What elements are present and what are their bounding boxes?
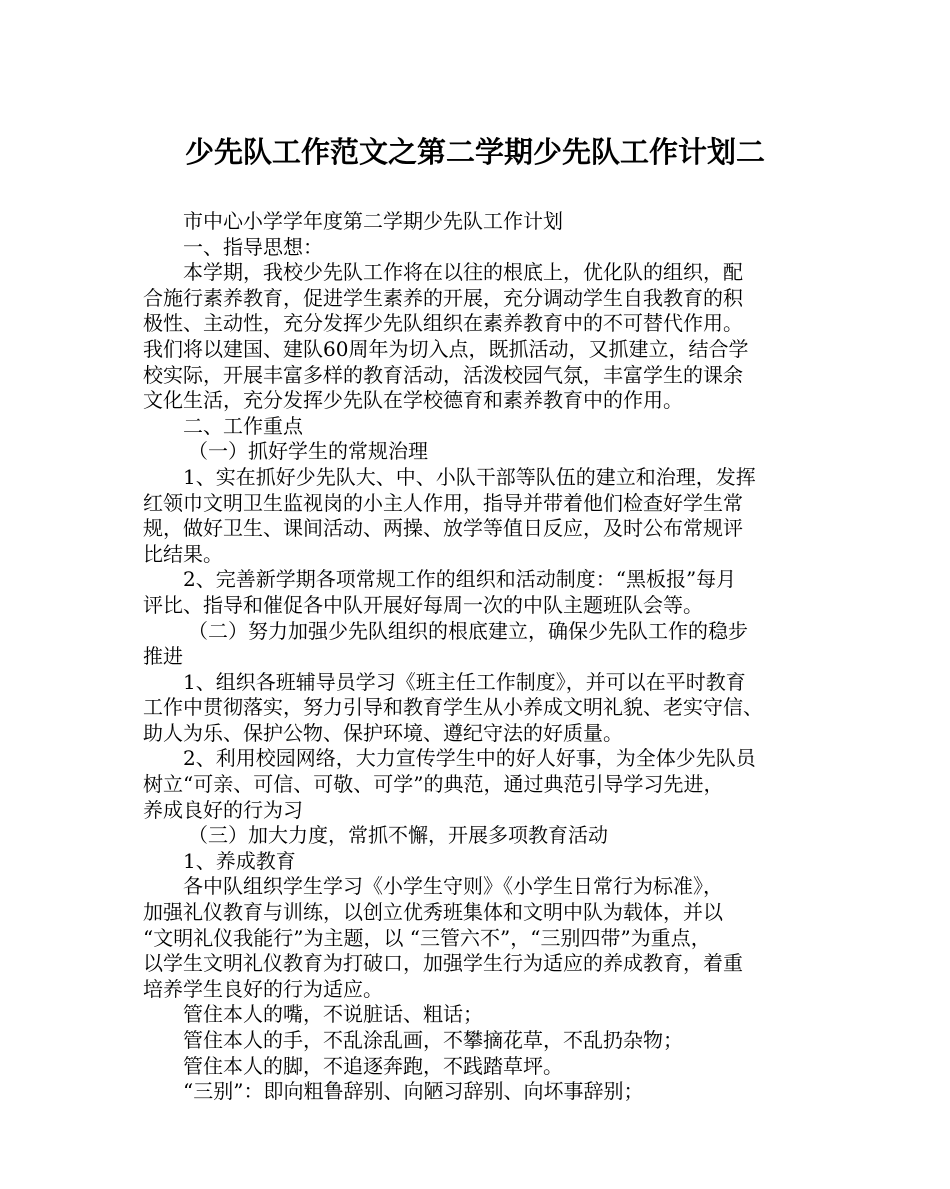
body-line: 管住本人的嘴，不说脏话、粗话； (183, 1002, 483, 1027)
body-line: （三）加大力度，常抓不懈，开展多项教育活动 (188, 823, 608, 848)
body-line: 2、利用校园网络，大力宣传学生中的好人好事，为全体少先队员 (183, 746, 756, 771)
body-line: “文明礼仪我能行”为主题，以 “三管六不”，“三别四带”为重点， (143, 925, 711, 950)
body-line: 1、实在抓好少先队大、中、小队干部等队伍的建立和治理，发挥 (183, 464, 756, 489)
document-title: 少先队工作范文之第二学期少先队工作计划二 (184, 135, 765, 169)
body-line: 树立“可亲、可信、可敬、可学”的典范，通过典范引导学习先进， (143, 772, 724, 797)
body-line: 培养学生良好的行为适应。 (143, 976, 383, 1001)
body-line: 极性、主动性，充分发挥少先队组织在素养教育中的不可替代作用。 (143, 311, 743, 336)
body-line: 2、完善新学期各项常规工作的组织和活动制度：“黑板报”每月 (183, 567, 737, 592)
body-line: 校实际，开展丰富多样的教育活动，活泼校园气氛，丰富学生的课余 (143, 362, 743, 387)
body-line: 助人为乐、保护公物、保护环境、遵纪守法的好质量。 (143, 720, 623, 745)
body-line: 1、养成教育 (183, 848, 296, 873)
body-line: 一、指导思想： (183, 234, 323, 259)
body-line: 养成良好的行为习 (143, 797, 303, 822)
body-line: 各中队组织学生学习《小学生守则》《小学生日常行为标准》， (183, 874, 723, 899)
body-line: 管住本人的手，不乱涂乱画，不攀摘花草，不乱扔杂物； (183, 1028, 683, 1052)
body-line: 规，做好卫生、课间活动、两操、放学等值日反应，及时公布常规评 (143, 516, 743, 541)
body-line: 管住本人的脚，不追逐奔跑，不践踏草坪。 (183, 1053, 563, 1078)
body-line: 1、组织各班辅导员学习《班主任工作制度》，并可以在平时教育 (183, 669, 746, 694)
body-line: 本学期，我校少先队工作将在以往的根底上，优化队的组织，配 (183, 260, 743, 285)
body-line: （二）努力加强少先队组织的根底建立，确保少先队工作的稳步 (188, 618, 748, 643)
body-line: “三别”：即向粗鲁辞别、向陋习辞别、向坏事辞别； (183, 1079, 644, 1104)
document-body (143, 209, 827, 1105)
body-line: 我们将以建国、建队60周年为切入点，既抓活动，又抓建立，结合学 (143, 336, 749, 361)
body-line: 二、工作重点 (183, 413, 303, 438)
body-line: 市中心小学学年度第二学期少先队工作计划 (183, 209, 563, 233)
body-line: 文化生活，充分发挥少先队在学校德育和素养教育中的作用。 (143, 388, 683, 413)
body-line: 合施行素养教育，促进学生素养的开展，充分调动学生自我教育的积 (143, 285, 743, 310)
body-line: 红领巾文明卫生监视岗的小主人作用，指导并带着他们检查好学生常 (143, 490, 743, 515)
body-line: 加强礼仪教育与训练，以创立优秀班集体和文明中队为载体，并以 (143, 900, 723, 925)
body-line: 比结果。 (143, 541, 223, 566)
body-line: （一）抓好学生的常规治理 (188, 439, 428, 464)
body-line: 推进 (143, 644, 183, 669)
body-line: 工作中贯彻落实，努力引导和教育学生从小养成文明礼貌、老实守信、 (143, 695, 763, 720)
body-line: 以学生文明礼仪教育为打破口，加强学生行为适应的养成教育，着重 (143, 951, 743, 976)
body-line: 评比、指导和催促各中队开展好每周一次的中队主题班队会等。 (143, 592, 703, 617)
